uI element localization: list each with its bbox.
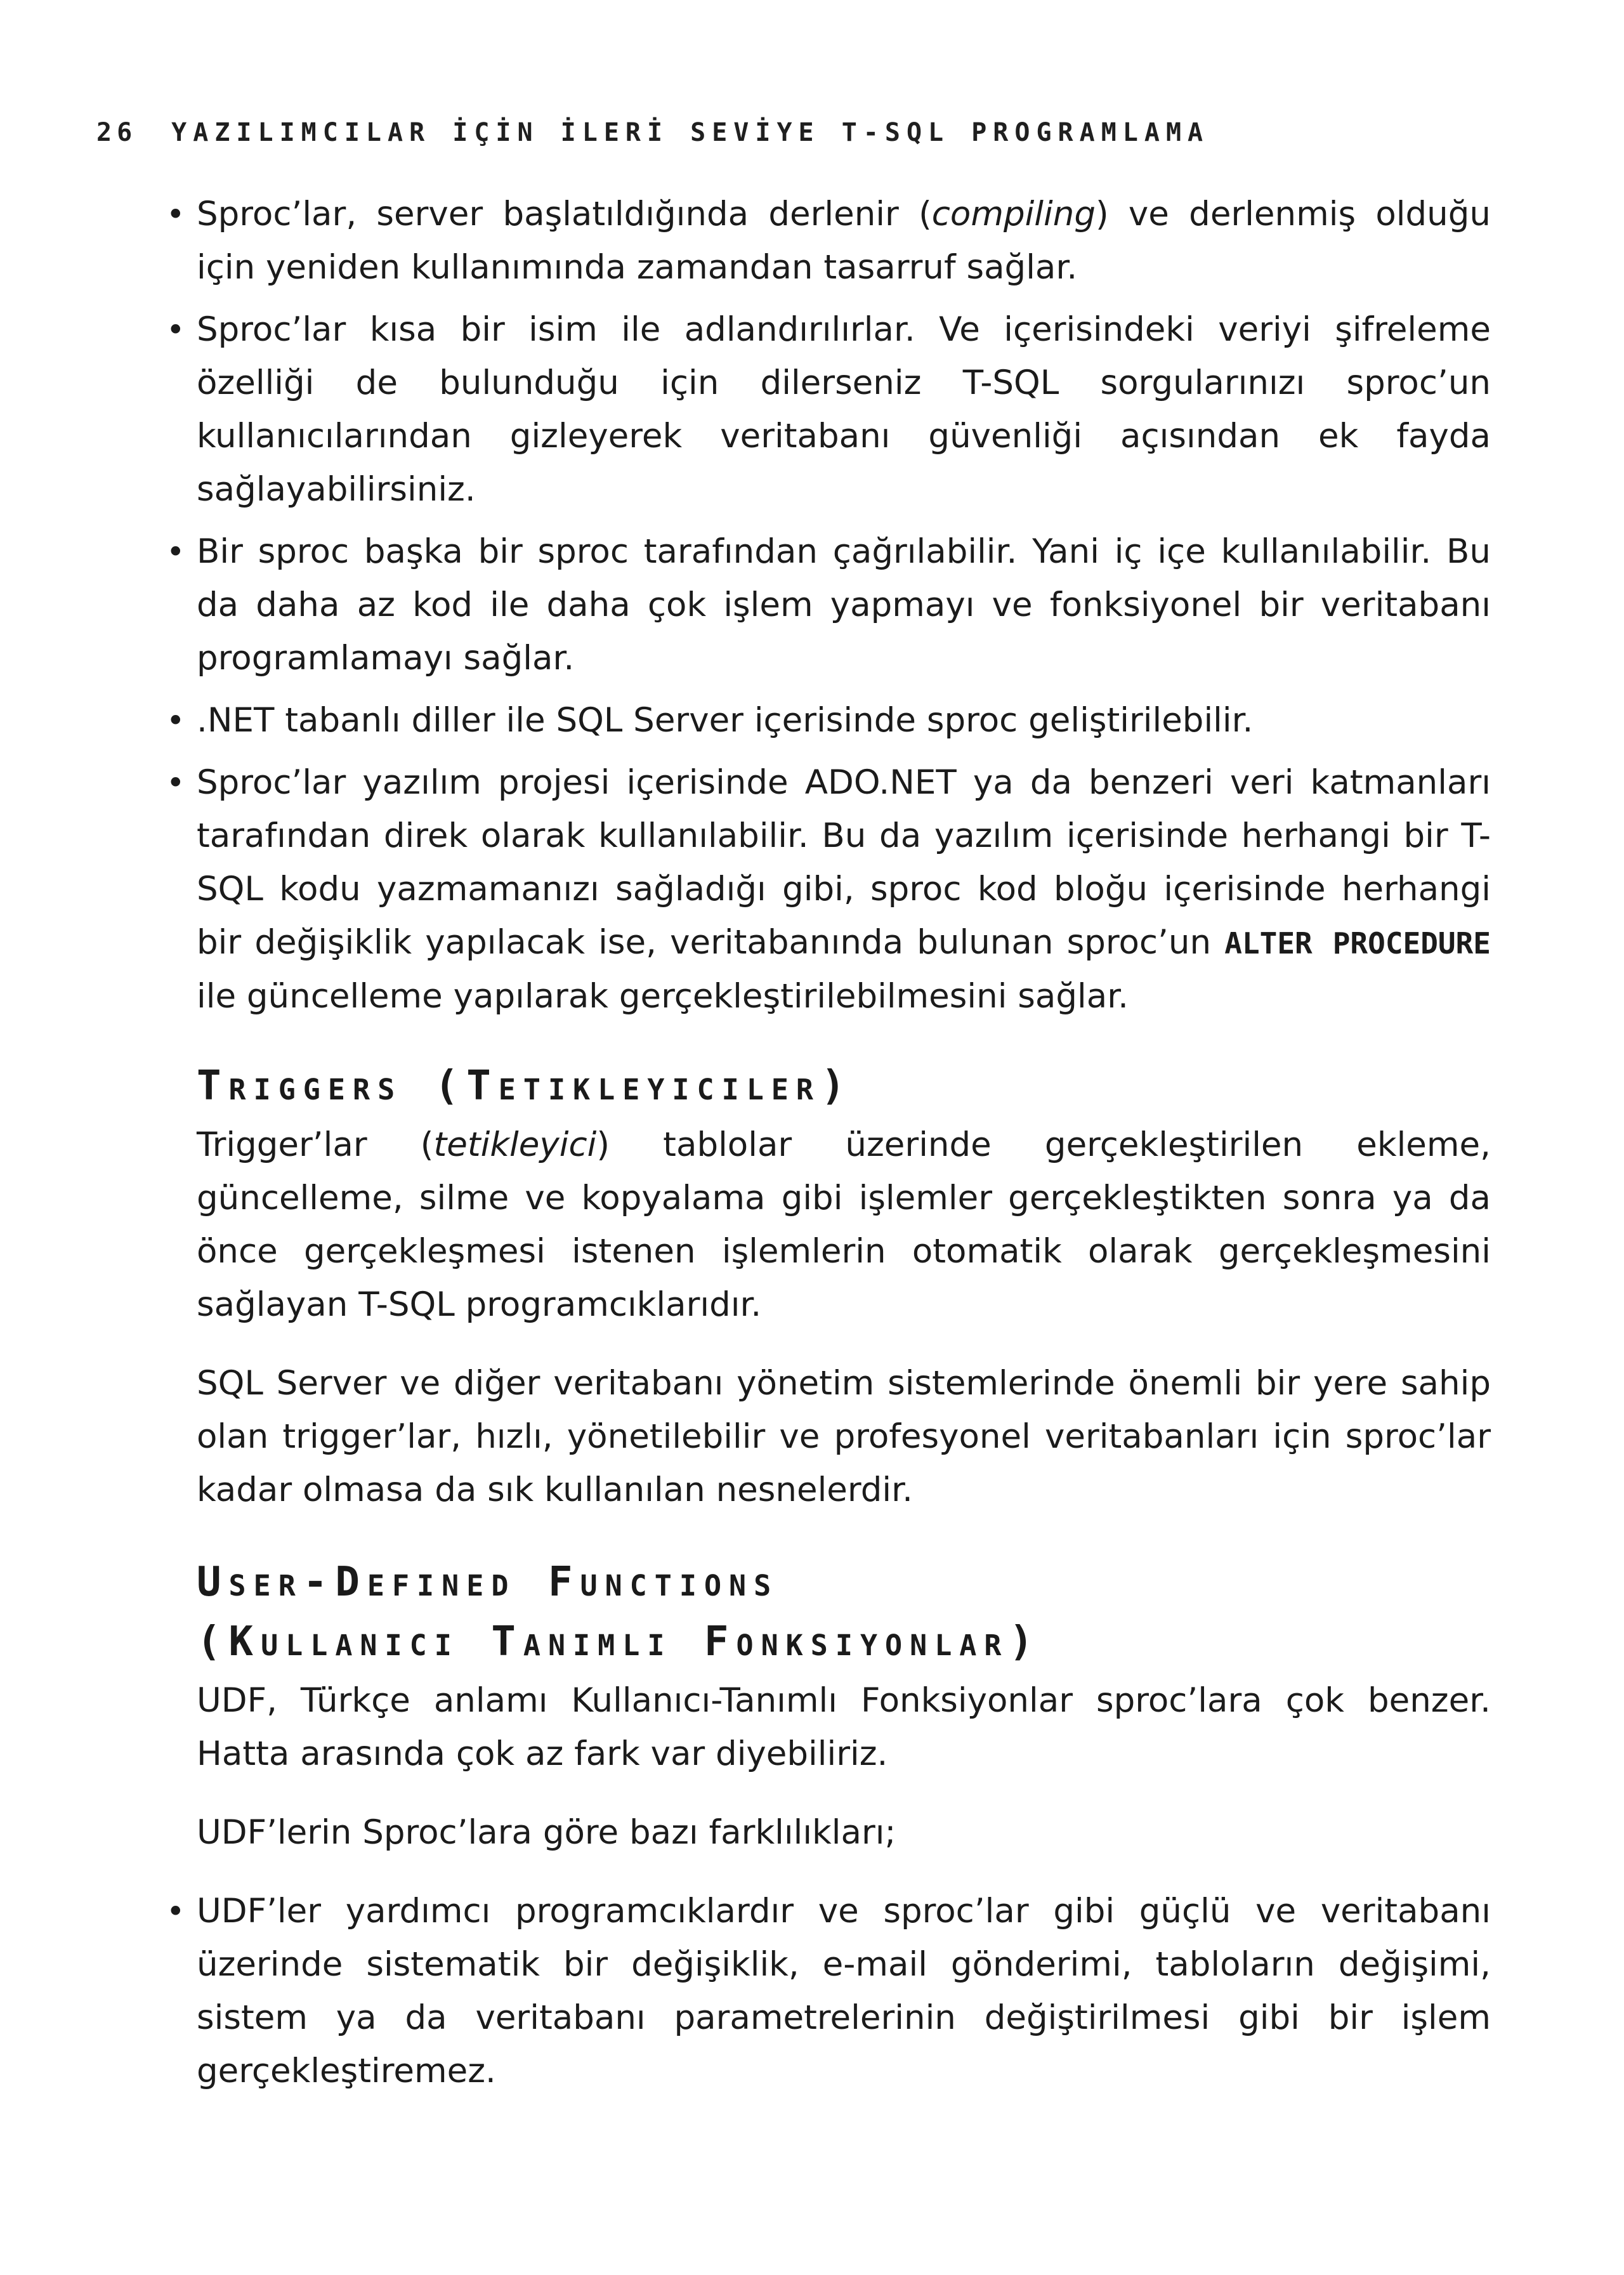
section-heading-triggers: Triggers (Tetikleyiciler) [197, 1063, 853, 1110]
list-item-text: ) ve derlenmiş olduğu için yeniden kullanımında zamandan tasarruf sağlar. [197, 195, 1491, 287]
list-item [166, 694, 1491, 747]
bullet-icon: • [166, 1893, 185, 1930]
paragraph-text: Trigger’lar ( [197, 1125, 434, 1164]
section-heading-udf: User-Defined Functions [197, 1559, 779, 1606]
paragraph: SQL Server ve diğer veritabanı yönetim sistemlerinde önemli bir yere sahip olan trigger’lar, hızlı, yönetilebilir ve profesyonel veritabanları için sproc’lar kadar olmasa da sık kullanılan nesnelerdir. [197, 1364, 1491, 1509]
list-item-text: .NET tabanlı diller ile SQL Server içerisinde sproc geliştirilebilir. [197, 701, 1254, 740]
list-item [166, 756, 1491, 1023]
list-item-text: Sproc’lar yazılım projesi içerisinde ADO.NET ya da benzeri veri katmanları tarafından direk olarak kullanılabilir. Bu da yazılım içerisinde herhangi bir T-SQL kodu yazmamanızı sağladığı gibi, sproc kod bloğu içerisinde herhangi bir değişiklik yapılacak ise, veritabanında bulunan sproc’un [197, 763, 1491, 962]
italic-term: tetikleyici [433, 1125, 597, 1164]
bullet-icon: • [166, 311, 185, 348]
bullet-icon: • [166, 534, 185, 570]
paragraph: UDF’lerin Sproc’lara göre bazı farklılıkları; [197, 1813, 896, 1852]
bullet-icon: • [166, 196, 185, 233]
list-item [166, 525, 1491, 685]
list-item [166, 1885, 1491, 2098]
list-item [166, 303, 1491, 516]
italic-term: compiling [931, 195, 1096, 233]
bullet-icon: • [166, 764, 185, 801]
paragraph [197, 1118, 1491, 1332]
bullet-icon: • [166, 702, 185, 739]
list-item-text: UDF’ler yardımcı programcıklardır ve sproc’lar gibi güçlü ve veritabanı üzerinde sistematik bir değişiklik, e-mail gönderimi, tabloların değişimi, sistem ya da veritabanı parametrelerinin değiştirilmesi gibi bir işlem gerçekleştiremez. [197, 1892, 1491, 2090]
list-item [166, 188, 1491, 294]
page-content [166, 188, 1491, 2107]
book-title: YAZILIMCILAR İÇİN İLERİ SEVİYE T-SQL PROGRAMLAMA [171, 118, 1210, 147]
paragraph: UDF, Türkçe anlamı Kullanıcı-Tanımlı Fonksiyonlar sproc’lara çok benzer. Hatta arasında çok az fark var diyebiliriz. [197, 1681, 1491, 1773]
running-header [96, 118, 1492, 147]
list-item-text: Bir sproc başka bir sproc tarafından çağrılabilir. Yani iç içe kullanılabilir. Bu da daha az kod ile daha çok işlem yapmayı ve fonksiyonel bir veritabanı programlamayı sağlar. [197, 532, 1491, 678]
list-item-text: Sproc’lar kısa bir isim ile adlandırılırlar. Ve içerisindeki veriyi şifreleme özelliği de bulunduğu için dilerseniz T-SQL sorgularınızı sproc’un kullanıcılarından gizleyerek veritabanı güvenliği açısından ek fayda sağlayabilirsiniz. [197, 310, 1491, 509]
list-item-text: ile güncelleme yapılarak gerçekleştirilebilmesini sağlar. [197, 977, 1129, 1016]
section-heading-udf-subtitle: (Kullanıcı Tanımlı Fonksiyonlar) [197, 1618, 1042, 1665]
list-item-text: Sproc’lar, server başlatıldığında derlenir ( [197, 195, 932, 233]
code-keyword: ALTER PROCEDURE [1224, 926, 1491, 960]
paragraph-text: ) tablolar üzerinde gerçekleştirilen ekleme, güncelleme, silme ve kopyalama gibi işlemler gerçekleştikten sonra ya da önce gerçekleşmesi istenen işlemlerin otomatik olarak gerçekleşmesini sağlayan T-SQL programcıklarıdır. [197, 1125, 1491, 1324]
page-number: 26 [96, 118, 138, 147]
